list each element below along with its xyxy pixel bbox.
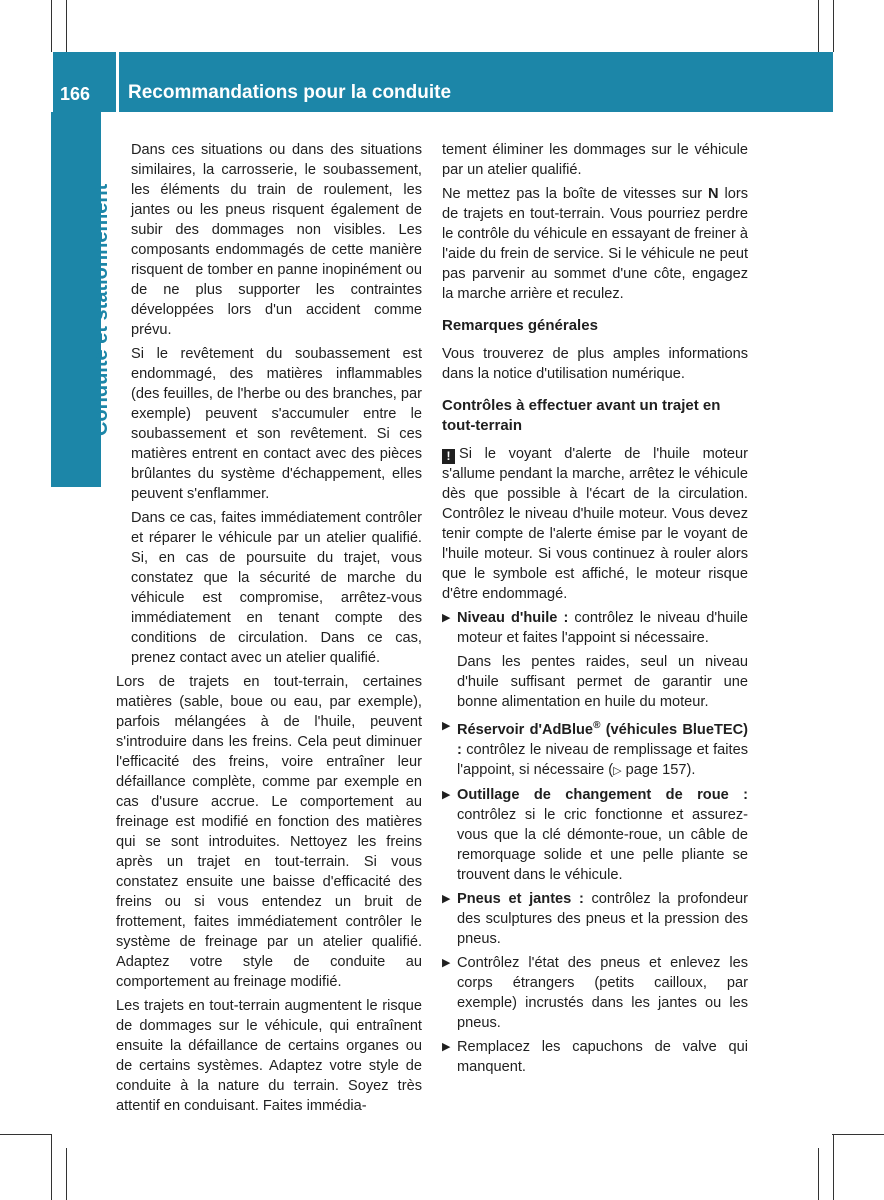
right-column xyxy=(442,140,748,1081)
paragraph: Les trajets en tout-terrain augmentent le risque de dommages sur le véhicule, qui entraînent ensuite la défaillance de certains organes ou de certains systèmes. Adaptez votre style de conduite à la nature du terrain. Soyez très attentif en conduisant. Faites immédia- xyxy=(116,998,422,1114)
bullet-arrow-icon: ▶ xyxy=(442,1040,451,1053)
item-text: contrôlez le niveau d'huile moteur et faites l'appoint si nécessaire. xyxy=(457,610,748,646)
bullet-arrow-icon: ▶ xyxy=(442,612,451,624)
paragraph: Dans ce cas, faites immédiatement contrôler et réparer le véhicule par un atelier qualifié. Si, en cas de poursuite du trajet, vous constatez que la sécurité de marche du véhicule est compromise, arrêtez-vous immédiatement en tenant compte des conditions de circulation. Dans ce cas, prenez contact avec un atelier qualifié. xyxy=(131,510,422,666)
item-label: Pneus et jantes : xyxy=(457,890,584,907)
item-text: contrôlez la profondeur des sculptures des pneus et la pression des pneus. xyxy=(457,890,748,947)
gear-letter: N xyxy=(708,186,719,202)
page-reference[interactable]: page 157). xyxy=(621,761,696,778)
item-label: Niveau d'huile : xyxy=(457,610,569,626)
page-ref-arrow-icon: ▷ xyxy=(613,764,622,777)
item-text: Contrôlez l'état des pneus et enlevez les corps étrangers (petits cailloux, par exemple) incrustés dans les jantes ou les pneus. xyxy=(457,954,748,1031)
item-text: contrôlez le niveau de remplissage et faites l'appoint, si nécessaire ( xyxy=(457,741,748,778)
item-label: Outillage de changement de roue : xyxy=(457,786,748,803)
bullet-arrow-icon: ▶ xyxy=(442,956,451,969)
warning-text: Si le voyant d'alerte de l'huile moteur s'allume pendant la marche, arrêtez le véhicule dès que possible à l'écart de la circulation. Contrôlez le niveau d'huile moteur. Vous devez tenir compte de l'alerte émise par le voyant de l'huile moteur. Si vous continuez à rouler alors que le symbole est affiché, le moteur risque d'être endommagé. xyxy=(442,446,748,602)
text: lors de trajets en tout-terrain. Vous pourriez perdre le contrôle du véhicule en essayant de freiner à l'aide du frein de service. Si le véhicule ne peut pas parvenir au sommet d'une côte, engagez la marche arrière et reculez. xyxy=(442,186,748,302)
bullet-arrow-icon: ▶ xyxy=(442,720,451,732)
bullet-arrow-icon: ▶ xyxy=(442,892,451,905)
crop-mark xyxy=(66,0,67,52)
item-text: contrôlez si le cric fonctionne et assurez-vous que la clé démonte-roue, un câble de remorquage solide et une pelle pliante se trouvent dans le véhicule. xyxy=(457,806,748,883)
paragraph: tement éliminer les dommages sur le véhicule par un atelier qualifié. xyxy=(442,142,748,178)
list-item xyxy=(442,953,748,1033)
list-item xyxy=(442,716,748,781)
paragraph: Lors de trajets en tout-terrain, certaines matières (sable, boue ou eau, par exemple), parfois mélangées à de l'huile, peuvent s'introduire dans les freins. Cela peut diminuer l'efficacité des freins, voire entraîner leur défaillance complète, comme par exemple en cas d'usure accrue. Le comportement au freinage est modifié en fonction des matières qui se sont introduites. Nettoyez les freins après un trajet en tout-terrain. Si vous constatez ensuite une baisse d'efficacité des freins ou si vous entendez un bruit de frottement, faites immédiatement contrôler le système de freinage par un atelier qualifié. Adaptez votre style de conduite au comportement au freinage modifié. xyxy=(116,674,422,990)
crop-mark xyxy=(833,1134,834,1200)
paragraph: Vous trouverez de plus amples informations dans la notice d'utilisation numérique. xyxy=(442,346,748,382)
list-item xyxy=(442,608,748,648)
paragraph xyxy=(442,184,748,304)
paragraph: Si le revêtement du soubassement est endommagé, des matières inflammables (des feuilles, de l'herbe ou des branches, par exemple) peuvent s'accumuler entre le soubassement et son revêtement. Si ces matières entrent en contact avec des pièces brûlantes du système d'échappement, elles peuvent s'enflammer. xyxy=(131,346,422,502)
section-heading: Contrôles à effectuer avant un trajet en tout-terrain xyxy=(442,397,721,434)
text: Ne mettez pas la boîte de vitesses sur xyxy=(442,186,709,202)
list-item xyxy=(442,889,748,949)
warning-paragraph xyxy=(442,444,748,604)
crop-mark xyxy=(66,1148,67,1200)
list-subparagraph: Dans les pentes raides, seul un niveau d'huile suffisant permet de garantir une bonne alimentation en huile du moteur. xyxy=(457,654,748,710)
page-title: Recommandations pour la conduite xyxy=(128,82,452,103)
warning-note xyxy=(442,444,748,604)
paragraph: Dans ces situations ou dans des situations similaires, la carrosserie, le soubassement, les éléments du train de roulement, les jantes ou les pneus risquent également de subir des dommages non visibles. Les composants endommagés de cette manière risquent de tomber en panne inopinément ou de ne plus supporter les contraintes développées lors d'un accident comme prévu. xyxy=(131,142,422,338)
item-label: (véhicules BlueTEC) : xyxy=(457,721,748,758)
crop-mark xyxy=(0,1134,52,1135)
registered-mark: ® xyxy=(593,720,601,731)
list-item xyxy=(442,785,748,885)
crop-mark xyxy=(818,0,819,52)
header-separator xyxy=(116,52,119,112)
list-item xyxy=(442,1037,748,1077)
crop-mark xyxy=(833,0,834,52)
page-number: 166 xyxy=(60,84,91,104)
left-column xyxy=(116,140,422,1120)
chapter-label: Conduite et stationnement xyxy=(90,183,112,436)
item-text: Remplacez les capuchons de valve qui manquent. xyxy=(457,1038,748,1075)
crop-mark xyxy=(51,0,52,52)
warning-icon: ! xyxy=(442,449,455,464)
section-heading: Remarques générales xyxy=(442,317,598,334)
crop-mark xyxy=(818,1148,819,1200)
item-label: Réservoir d'AdBlue xyxy=(457,721,594,738)
bullet-arrow-icon: ▶ xyxy=(442,788,451,801)
crop-mark xyxy=(51,1134,52,1200)
crop-mark xyxy=(832,1134,884,1135)
